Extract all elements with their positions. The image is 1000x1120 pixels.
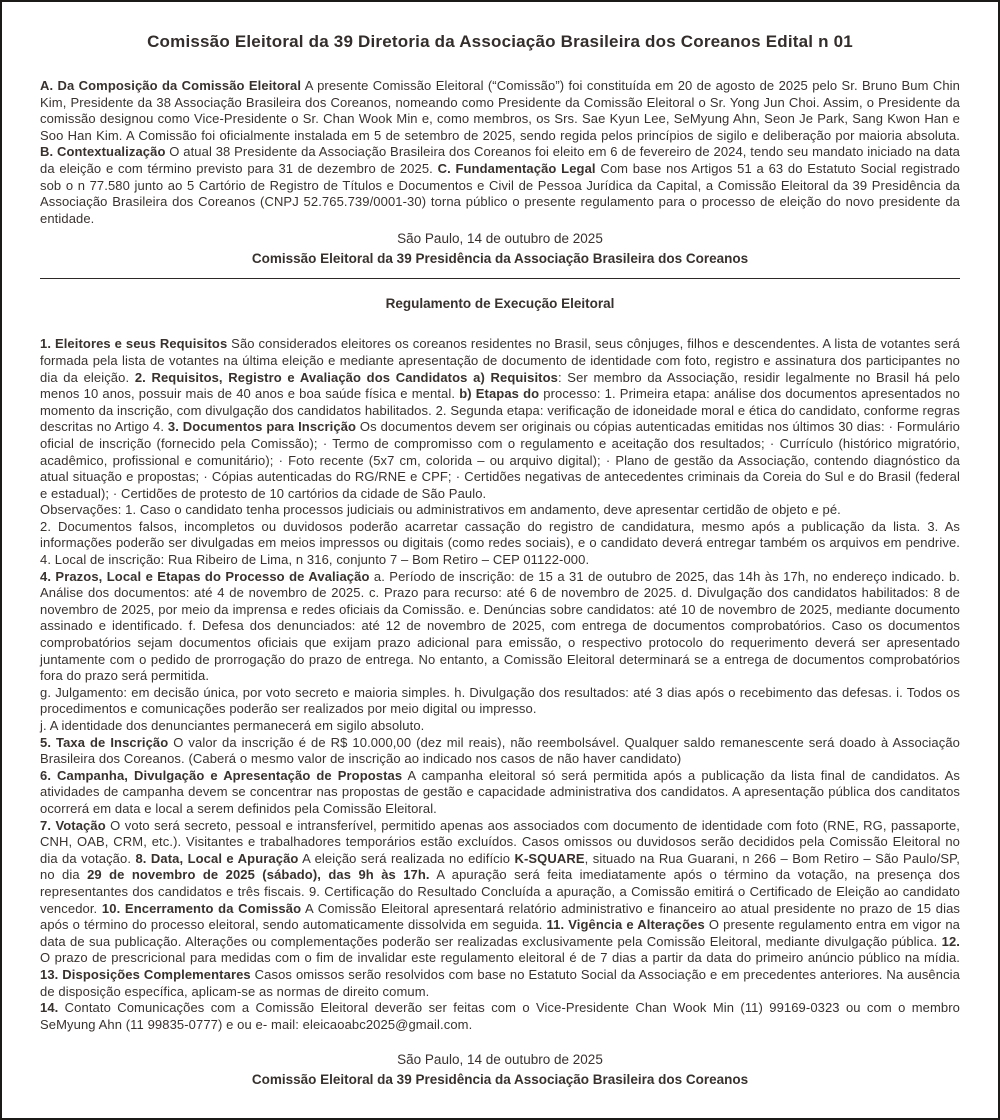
regulation-block-items-g-i: g. Julgamento: em decisão única, por voto secreto e maioria simples. h. Divulgação dos resultados: até 3 dias após o recebimento das defesas. i. Todos os procedimentos e comunicações poderão ser realizados por meio digital ou impresso. [40,684,960,717]
regulation-block-item-j: j. A identidade dos denunciantes permanecerá em sigilo absoluto. [40,718,425,733]
regulation-block-section-5: 5. Taxa de Inscrição O valor da inscrição é de R$ 10.000,00 (dez mil reais), não reembolsável. Qualquer saldo remanescente será doado à Associação Brasileira dos Coreanos. (Caberá o mesmo valor de inscrição ao indicado nos casos de não haver candidato) [40,734,960,767]
date-line-bottom: São Paulo, 14 de outubro de 2025 [397,1052,603,1068]
regulation-block-sections-7-13: 7. Votação O voto será secreto, pessoal e intransferível, permitido apenas aos associados com documento de identidade com foto (RNE, RG, passaporte, CNH, OAB, CRM, etc.). Visitantes e trabalhadores temporários estão excluídos. Casos omissos ou duvidosos serão decididos pela Comissão Eleitoral no dia da votação. 8. Data, Local e Apuração A eleição será realizada no edifício K-SQUARE, situado na Rua Guarani, n 266 – Bom Retiro – São Paulo/SP, no dia 29 de novembro de 2025 (sábado), das 9h às 17h. A apuração será feita imediatamente após o término da votação, na presença dos representantes dos candidatos e três fiscais. 9. Certificação do Resultado Concluída a apuração, a Comissão emitirá o Certificado de Eleição ao candidato vencedor. 10. Encerramento da Comissão A Comissão Eleitoral apresentará relatório administrativo e financeiro ao atual presidente no prazo de 15 dias após o término do processo eleitoral, sendo automaticamente dissolvida em seguida. 11. Vigência e Alterações O presente regulamento entra em vigor na data de sua publicação. Alterações ou complementações poderão ser realizadas exclusivamente pela Comissão Eleitoral, mediante divulgação pública. 12. O prazo de prescricional para medidas com o fim de invalidar este regulamento eleitoral é de 7 dias a partir da data do primeiro anúncio público na mídia. 13. Disposições Complementares Casos omissos serão resolvidos com base no Estatuto Social da Associação e em precedentes anteriores. Na ausência de disposição específica, aplicam-se as normas de direito comum. [40,817,961,999]
regulation-block-section-6: 6. Campanha, Divulgação e Apresentação de Propostas A campanha eleitoral só será permitida após a publicação da lista final de candidatos. As atividades de campanha devem se concentrar nas propostas de gestão e capacidade administrativa dos candidatos. A apresentação pública dos canditatos ocorrerá em data e local a serem definidos pela Comissão Eleitoral. [40,767,961,816]
footer-closing [40,1051,960,1088]
regulation-block-section-4: 4. Prazos, Local e Etapas do Processo de Avaliação a. Período de inscrição: de 15 a 31 de outubro de 2025, das 14h às 17h, no endereço indicado. b. Análise dos documentos: até 4 de novembro de 2025. c. Prazo para recurso: até 6 de novembro de 2025. d. Divulgação dos candidatos habilitados: 8 de novembro de 2025, por meio da imprensa e redes oficiais da Comissão. e. Denúncias sobre candidatos: até 10 de novembro de 2025, mediante documento assinado e identificado. f. Defesa dos denunciados: até 12 de novembro de 2025, com entrega de documentos comprobatórios. Caso os documentos comprobatórios sejam documentos oficiais que exijam prazo adicional para emissão, o respectivo protocolo do requerimento deverá ser apresentado juntamente com o pedido de prorrogação do prazo de entrega. No entanto, a Comissão Eleitoral determinará se a entrega de documentos comprobatórios fora do prazo será permitida. [40,568,960,684]
preamble-paragraph: A. Da Composição da Comissão Eleitoral A presente Comissão Eleitoral (“Comissão”) foi constituída em 20 de agosto de 2025 pelo Sr. Bruno Bum Chin Kim, Presidente da 38 Associação Brasileira dos Coreanos, nomeando como Presidente da Comissão Eleitoral o Sr. Yong Jun Choi. Assim, o Presidente da comissão designou como Vice-Presidente o Sr. Chan Wook Min e, como membros, os Srs. Sae Kyun Lee, SeMyung Ahn, Seon Je Park, Sang Kwon Han e Soo Han Kim. A Comissão foi oficialmente instalada em 5 de setembro de 2025, sendo regida pelos princípios de sigilo e deliberação por maioria absoluta. B. Contextualização O atual 38 Presidente da Associação Brasileira dos Coreanos foi eleito em 6 de fevereiro de 2024, tendo seu mandato iniciado na data da eleição e com término previsto para 31 de dezembro de 2025. C. Fundamentação Legal Com base nos Artigos 51 a 63 do Estatuto Social registrado sob o n 77.580 junto ao 5 Cartório de Registro de Títulos e Documentos e Civil de Pessoa Jurídica da Capital, a Comissão Eleitoral da 39 Presidência da Associação Brasileira dos Coreanos (CNPJ 52.765.739/0001-30) torna público o presente regulamento para o processo de eleição do novo presidente da entidade. [40,78,960,226]
regulation-heading: Regulamento de Execução Eleitoral [385,296,615,312]
signature-line-bottom: Comissão Eleitoral da 39 Presidência da Associação Brasileira dos Coreanos [251,1072,749,1088]
signature-line-top: Comissão Eleitoral da 39 Presidência da Associação Brasileira dos Coreanos [251,251,749,267]
regulation-block-sections-1-3: 1. Eleitores e seus Requisitos São considerados eleitores os coreanos residentes no Brasil, seus cônjuges, filhos e descendentes. A lista de votantes será formada pela lista de votantes na última eleição e mediante apresentação de documento de identidade com foto, registro e assinatura dos participantes no dia da eleição. 2. Requisitos, Registro e Avaliação dos Candidatos a) Requisitos: Ser membro da Associação, residir legalmente no Brasil há pelo menos 10 anos, possuir mais de 40 anos e boa saúde física e mental. b) Etapas do processo: 1. Primeira etapa: análise dos documentos apresentados no momento da inscrição, com divulgação dos candidatos habilitados. 2. Segunda etapa: verificação de idoneidade moral e ética do candidato, conforme regras descritas no Artigo 4. 3. Documentos para Inscrição Os documentos devem ser originais ou cópias autenticadas emitidas nos últimos 30 dias: · Formulário oficial de inscrição (fornecido pela Comissão); · Termo de compromisso com o regulamento e aceitação dos resultados; · Currículo (histórico migratório, acadêmico, profissional e comunitário); · Foto recente (5x7 cm, colorida – ou arquivo digital); · Plano de gestão da Associação, contendo diagnóstico da atual situação e propostas; · Cópias autenticadas do RG/RNE e CPF; · Certidões negativas de antecedentes criminais da Coreia do Sul e do Brasil (federal e estadual); · Certidões de protesto de 10 cartórios da cidade de São Paulo. [40,336,961,501]
regulation-block-observacoes-1: Observações: 1. Caso o candidato tenha processos judiciais ou administrativos em andamento, deve apresentar certidão de objeto e pé. [40,502,841,518]
regulation-block-section-14: 14. Contato Comunicações com a Comissão Eleitoral deverão ser feitas com o Vice-Presidente Chan Wook Min (11) 99169-0323 ou com o membro SeMyung Ahn (11 99835-0777) e ou e- mail: eleicaoabc2025@gmail.com. [40,1000,960,1032]
document-title: Comissão Eleitoral da 39 Diretoria da Associação Brasileira dos Coreanos Edital n 01 [147,32,853,51]
section-divider [40,278,960,279]
date-line-top: São Paulo, 14 de outubro de 2025 [397,231,603,247]
regulation-block-observacoes-2-4: 2. Documentos falsos, incompletos ou duvidosos poderão acarretar cassação do registro de candidatura, mesmo após a publicação da lista. 3. As informações poderão ser divulgadas em meios impressos ou digitais (como redes sociais), e o candidato deverá entregar também os arquivos em pendrive. 4. Local de inscrição: Rua Ribeiro de Lima, n 316, conjunto 7 – Bom Retiro – CEP 01122-000. [40,518,960,568]
